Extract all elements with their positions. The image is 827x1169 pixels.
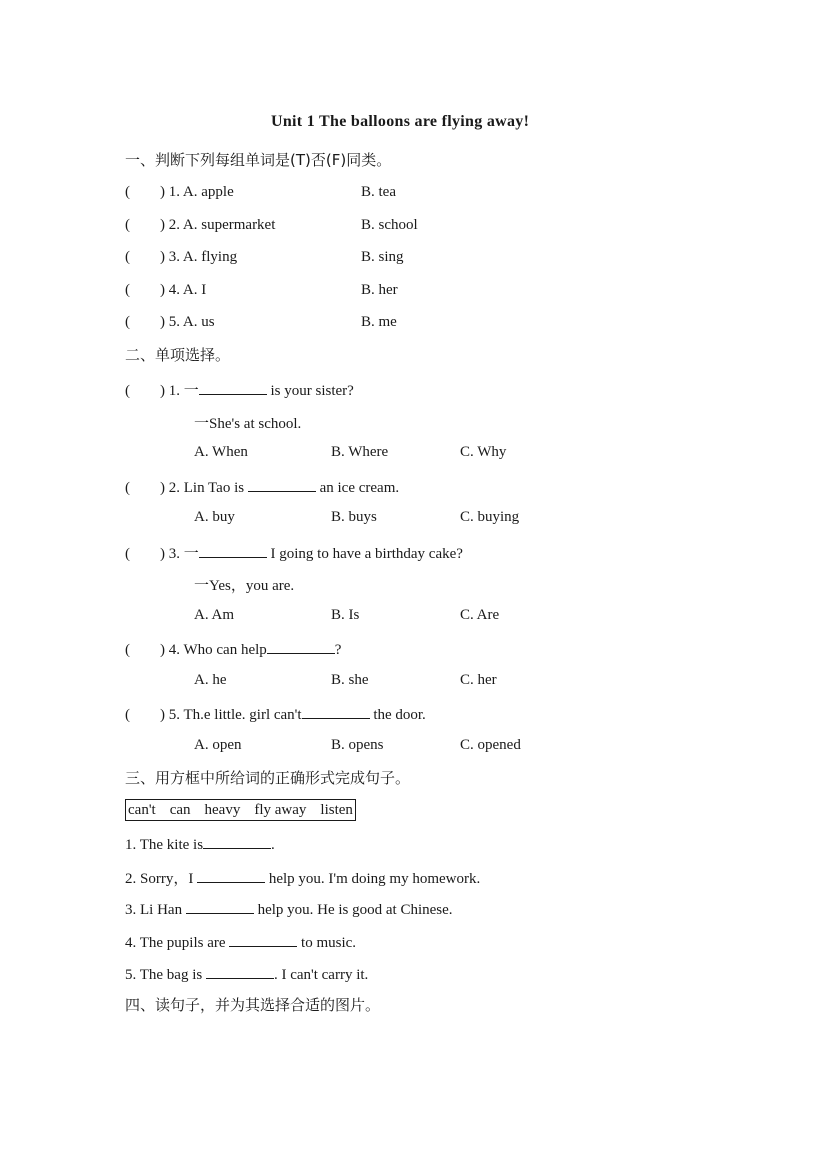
question-text: ) 1. A. apple [160, 184, 234, 200]
sentence-pre: 2. Sorry，I [125, 871, 198, 887]
part3-sentence-4 [125, 932, 356, 952]
part1-item-4 [125, 282, 206, 299]
question-pre: ) 2. Lin Tao is [160, 480, 248, 496]
option-a: A. open [194, 737, 242, 753]
option-b: B. Where [331, 444, 389, 460]
part3-sentence-1 [125, 834, 275, 854]
option-a: A. he [194, 672, 227, 688]
paren-open: ( [125, 184, 130, 200]
part3-sentence-3 [125, 899, 453, 919]
paren-open: ( [125, 707, 130, 723]
option-a: A. Am [194, 607, 235, 623]
sentence-post: help you. He is good at Chinese. [253, 902, 453, 918]
option-b: B. tea [361, 184, 396, 200]
answer-blank[interactable] [203, 834, 271, 849]
question-post: the door. [369, 707, 426, 723]
question-pre: ) 3. 一 [160, 546, 199, 562]
word-box-item: can [169, 802, 191, 818]
paren-open: ( [125, 480, 130, 496]
option-a: A. buy [194, 509, 235, 525]
part3-sentence-5 [125, 964, 368, 984]
part2-question-5 [125, 704, 426, 724]
sentence-post: . I can't carry it. [273, 967, 369, 983]
option-b: B. school [361, 217, 418, 233]
answer-blank[interactable] [186, 899, 254, 914]
part2-question-1 [125, 379, 354, 400]
question-post: I going to have a birthday cake? [266, 546, 463, 562]
paren-open: ( [125, 642, 130, 658]
option-b: B. buys [331, 509, 377, 525]
part2-question-2 [125, 477, 399, 497]
option-c: C. buying [460, 509, 520, 525]
section-1-heading: 一、判断下列每组单词是(T)否(F)同类。 [125, 151, 392, 169]
question-text: ) 3. A. flying [160, 249, 238, 265]
sentence-pre: 4. The pupils are [125, 935, 230, 951]
sentence-pre: 1. The kite is [125, 837, 204, 853]
reply-text: 一Yes，you are. [194, 578, 295, 594]
part2-question-3 [125, 542, 463, 563]
answer-blank[interactable] [206, 964, 274, 979]
word-box [125, 799, 356, 821]
option-b: B. Is [331, 607, 360, 623]
reply-text: 一She's at school. [194, 416, 302, 432]
answer-blank[interactable] [267, 639, 335, 654]
option-b: B. opens [331, 737, 384, 753]
sentence-post: help you. I'm doing my homework. [265, 871, 481, 887]
answer-blank[interactable] [199, 380, 267, 395]
question-text: ) 4. A. I [160, 282, 207, 298]
question-text: ) 2. A. supermarket [160, 217, 276, 233]
paren-open: ( [125, 217, 130, 233]
sentence-pre: 3. Li Han [125, 902, 186, 918]
paren-open: ( [125, 383, 130, 399]
option-b: B. me [361, 314, 397, 330]
part1-item-1 [125, 184, 234, 201]
part1-item-3 [125, 249, 237, 266]
question-pre: ) 1. 一 [160, 383, 199, 399]
part3-sentence-2 [125, 867, 480, 888]
section-2-heading: 二、单项选择。 [125, 346, 231, 364]
option-c: C. her [460, 672, 497, 688]
section-4-heading: 四、读句子，并为其选择合适的图片。 [125, 996, 381, 1014]
sentence-pre: 5. The bag is [125, 967, 206, 983]
question-text: ) 5. A. us [160, 314, 215, 330]
question-post: ? [334, 642, 342, 658]
answer-blank[interactable] [199, 543, 267, 558]
word-box-item: fly away [254, 802, 307, 818]
sentence-post: to music. [297, 935, 357, 951]
part2-question-4 [125, 639, 341, 659]
option-c: C. opened [460, 737, 521, 753]
part1-item-2 [125, 217, 275, 234]
option-c: C. Why [460, 444, 507, 460]
question-post: an ice cream. [315, 480, 400, 496]
option-b: B. she [331, 672, 369, 688]
paren-open: ( [125, 546, 130, 562]
answer-blank[interactable] [229, 932, 297, 947]
question-pre: ) 5. Th.e little. girl can't [160, 707, 302, 723]
question-pre: ) 4. Who can help [160, 642, 267, 658]
word-box-item: listen [320, 802, 353, 818]
answer-blank[interactable] [302, 704, 370, 719]
paren-open: ( [125, 314, 130, 330]
paren-open: ( [125, 249, 130, 265]
option-b: B. sing [361, 249, 404, 265]
option-a: A. When [194, 444, 248, 460]
answer-blank[interactable] [248, 477, 316, 492]
page-title: Unit 1 The balloons are flying away! [271, 113, 530, 130]
question-post: is your sister? [266, 383, 354, 399]
paren-open: ( [125, 282, 130, 298]
word-box-item: can't [128, 802, 156, 818]
sentence-post: . [271, 837, 275, 853]
word-box-item: heavy [204, 802, 241, 818]
part1-item-5 [125, 314, 215, 331]
answer-blank[interactable] [197, 868, 265, 883]
option-c: C. Are [460, 607, 500, 623]
option-b: B. her [361, 282, 398, 298]
section-3-heading: 三、用方框中所给词的正确形式完成句子。 [125, 769, 411, 787]
